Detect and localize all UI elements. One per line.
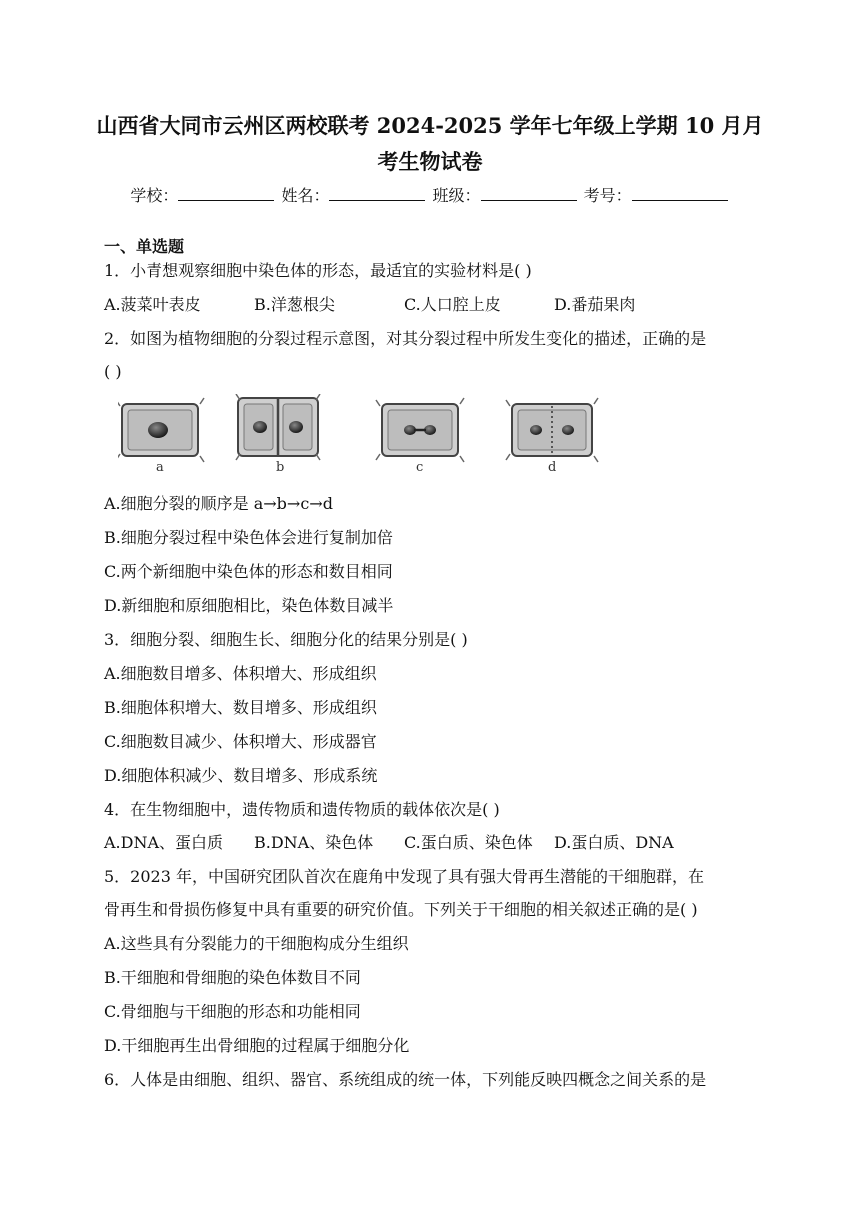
- q6-stem: 6．人体是由细胞、组织、器官、系统组成的统一体，下列能反映四概念之间关系的是: [104, 1070, 707, 1089]
- number-label: 考号：: [583, 186, 632, 205]
- q4-stem: 4．在生物细胞中，遗传物质和遗传物质的载体依次是( ): [104, 800, 500, 819]
- student-info-row: [0, 183, 860, 206]
- q4-option-b[interactable]: B.DNA、染色体: [254, 833, 374, 852]
- q5-stem-line1: 5．2023 年，中国研究团队首次在鹿角中发现了具有强大骨再生潜能的干细胞群，在: [104, 867, 704, 886]
- label-a: a: [156, 460, 164, 474]
- q1-stem: 1．小青想观察细胞中染色体的形态，最适宜的实验材料是( ): [104, 261, 532, 280]
- label-b: b: [276, 460, 285, 474]
- exam-title-line2: 考生物试卷: [377, 149, 483, 174]
- number-blank[interactable]: [632, 184, 728, 201]
- q4-option-d[interactable]: D.蛋白质、DNA: [554, 833, 674, 852]
- cell-a: [118, 398, 204, 474]
- class-blank[interactable]: [481, 184, 577, 201]
- q5-stem-line2: 骨再生和骨损伤修复中具有重要的研究价值。下列关于干细胞的相关叙述正确的是( ): [104, 900, 698, 919]
- school-label: 学校：: [130, 186, 179, 205]
- q5-option-a[interactable]: A.这些具有分裂能力的干细胞构成分生组织: [104, 934, 409, 953]
- q3-option-b[interactable]: B.细胞体积增大、数目增多、形成组织: [104, 698, 377, 717]
- q1-option-d[interactable]: D.番茄果肉: [554, 295, 636, 314]
- q2-option-a[interactable]: A.细胞分裂的顺序是 a→b→c→d: [104, 494, 333, 513]
- q5-option-c[interactable]: C.骨细胞与干细胞的形态和功能相同: [104, 1002, 361, 1021]
- q2-option-c[interactable]: C.两个新细胞中染色体的形态和数目相同: [104, 562, 393, 581]
- name-label: 姓名：: [281, 186, 330, 205]
- q3-stem: 3．细胞分裂、细胞生长、细胞分化的结果分别是( ): [104, 630, 468, 649]
- q2-stem-line1: 2．如图为植物细胞的分裂过程示意图，对其分裂过程中所发生变化的描述，正确的是: [104, 329, 707, 348]
- cell-b: [236, 394, 320, 474]
- q2-option-b[interactable]: B.细胞分裂过程中染色体会进行复制加倍: [104, 528, 393, 547]
- q4-option-c[interactable]: C.蛋白质、染色体: [404, 833, 533, 852]
- q2-stem-line2: ( ): [104, 362, 122, 381]
- school-blank[interactable]: [178, 184, 274, 201]
- class-label: 班级：: [432, 186, 481, 205]
- q1-option-b[interactable]: B.洋葱根尖: [254, 295, 335, 314]
- q3-option-d[interactable]: D.细胞体积减少、数目增多、形成系统: [104, 766, 378, 785]
- q5-option-d[interactable]: D.干细胞再生出骨细胞的过程属于细胞分化: [104, 1036, 410, 1055]
- label-c: c: [416, 460, 424, 474]
- name-blank[interactable]: [329, 184, 425, 201]
- cell-division-figure: [118, 394, 608, 474]
- cell-c: [376, 398, 464, 474]
- q1-options: [104, 295, 635, 315]
- q5-option-b[interactable]: B.干细胞和骨细胞的染色体数目不同: [104, 968, 361, 987]
- section-heading: 一、单选题: [104, 237, 185, 256]
- q2-option-d[interactable]: D.新细胞和原细胞相比，染色体数目减半: [104, 596, 394, 615]
- exam-title-line1: 山西省大同市云州区两校联考 2024-2025 学年七年级上学期 10 月月: [96, 113, 764, 138]
- cell-d: [506, 398, 598, 474]
- label-d: d: [548, 460, 557, 474]
- q4-option-a[interactable]: A.DNA、蛋白质: [104, 833, 224, 852]
- q4-options: [104, 833, 674, 853]
- q3-option-c[interactable]: C.细胞数目减少、体积增大、形成器官: [104, 732, 377, 751]
- q1-option-c[interactable]: C.人口腔上皮: [404, 295, 501, 314]
- q3-option-a[interactable]: A.细胞数目增多、体积增大、形成组织: [104, 664, 377, 683]
- q1-option-a[interactable]: A.菠菜叶表皮: [104, 295, 201, 314]
